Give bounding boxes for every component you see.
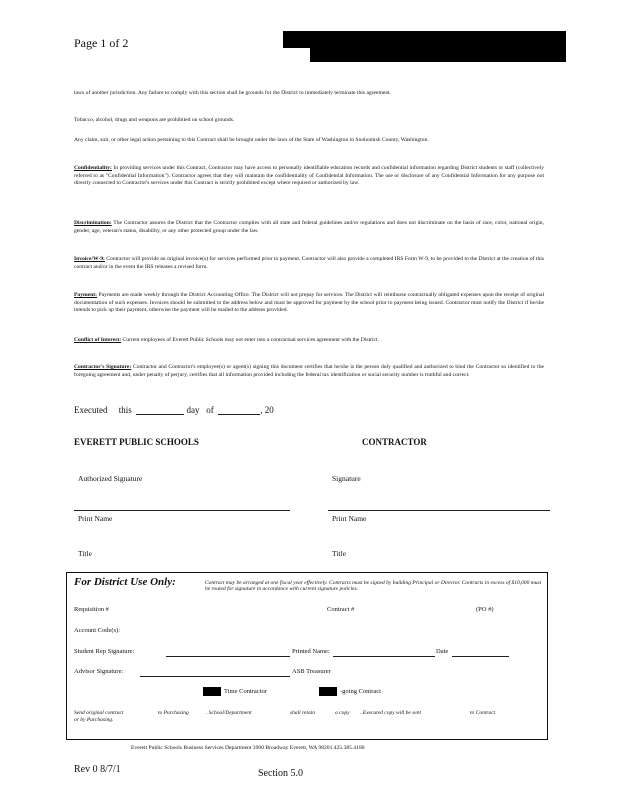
authorized-signature-label: Authorized Signature	[78, 474, 143, 483]
paragraph-conflict	[74, 337, 544, 345]
executed-word: , 20	[260, 405, 274, 415]
executed-word: of	[206, 405, 214, 415]
paragraph-text: Contractor and Contractor's employee(s) or agent(s) signing this document certifies that he/she is the person duly qualified and authorized to bind the Contractor so identified to the foregoing agreement and, under penalty of perjury, certifies that all information provided including the federal tax identification or social security number is truthful and correct.	[74, 364, 545, 378]
signature-line	[74, 510, 290, 511]
routing-note: . Executed copy will be sent	[360, 710, 422, 716]
routing-note: a copy	[335, 710, 350, 716]
routing-note: shall retain	[290, 710, 316, 716]
title-label: Title	[78, 549, 92, 558]
paragraph-text: Current employees of Everett Public Schools may not enter into a contractual services agreement with the District.	[121, 337, 379, 343]
paragraph-compliance: laws of another jurisdiction. Any failure to comply with this section shall be grounds for the District to immediately terminate this agreement.	[74, 90, 392, 96]
section-title: Discrimination:	[74, 220, 112, 226]
date-line[interactable]	[452, 656, 509, 657]
executed-line	[74, 405, 274, 415]
print-name-label: Print Name	[78, 514, 113, 523]
title-label: Title	[332, 549, 346, 558]
paragraph-payment	[74, 292, 544, 315]
section-title: Payment:	[74, 292, 97, 298]
month-blank[interactable]	[218, 406, 260, 415]
party-contractor: CONTRACTOR	[362, 437, 427, 447]
section-label: Section 5.0	[258, 768, 303, 779]
account-codes-label: Account Code(s):	[74, 627, 121, 634]
signature-label: Signature	[332, 474, 361, 483]
revision-label: Rev 0 8/7/1	[74, 764, 121, 775]
routing-note: . School/Department	[206, 710, 252, 716]
paragraph-text: Contractor will provide an original invoice(s) for services performed prior to payment. Contractor will also provide a completed IRS Form W-9, to be provided to the District at the creation of this contract and/or in the event the IRS releases a revised form.	[74, 256, 544, 270]
paragraph-contractor-signature	[74, 364, 544, 379]
printed-name-line[interactable]	[333, 656, 435, 657]
party-district: EVERETT PUBLIC SCHOOLS	[74, 437, 199, 447]
day-blank[interactable]	[136, 406, 184, 415]
paragraph-text: In providing services under this Contract, Contractor may have access to personally identifiable education records and confidential information regarding District students or staff (collectively referred to as "Confidential Information"). Contractor agrees that they will maintain the confidentiality of Confidential Information. The use or disclosure of any Confidential Information for any purpose not directly connected to Contractor's services under this Contract is strictly prohibited except where required or authorized by law.	[74, 165, 544, 187]
po-label: (PO #)	[476, 606, 494, 613]
routing-note: to Contract	[470, 710, 496, 716]
requisition-label: Requisition #	[74, 606, 109, 613]
district-note: Contract may be arranged at one fiscal year effectively. Contracts must be signed by building Principal or Director. Contracts in excess of $10,000 must be routed for signature in accordance with current signature policies.	[205, 580, 542, 592]
section-title: Invoice/W-9:	[74, 256, 105, 262]
district-use-heading: For District Use Only:	[74, 576, 176, 588]
student-rep-label: Student Rep Signature:	[74, 648, 135, 655]
advisor-label: Advisor Signature:	[74, 668, 124, 675]
paragraph-discrimination	[74, 220, 544, 235]
contract-number-label: Contract #	[327, 606, 355, 613]
student-rep-line[interactable]	[166, 656, 290, 657]
paragraph-text: Payments are made weekly through the District Accounting Office. The District will not prepay for services. The District will reimburse contractually obligated expenses upon the receipt of original documentation of such expenses. Invoices should be submitted to the address below and must be approved for payment by the school prior to payment being issued. Contractor must notify the District if he/she intends to pick up their payment, otherwise the payment will be mailed to the address provided.	[74, 292, 544, 314]
advisor-line[interactable]	[140, 676, 290, 677]
paragraph-jurisdiction: Any claim, suit, or other legal action pertaining to this Contract shall be brought under the laws of the State of Washington in Snohomish County, Washington.	[74, 137, 429, 143]
print-name-label: Print Name	[332, 514, 367, 523]
redacted-block	[283, 31, 566, 48]
executed-word: this	[118, 405, 132, 415]
paragraph-text: The Contractor assures the District that the Contractor complies with all state and federal guidelines and/or regulations and does not discriminate on the basis of race, color, national origin, gender, age, veteran's status, disability, or any other protected group under the law.	[74, 220, 544, 234]
paragraph-invoice	[74, 256, 544, 271]
paragraph-prohibited: Tobacco, alcohol, drugs and weapons are prohibited on school grounds.	[74, 117, 235, 123]
redacted-checkbox	[203, 687, 221, 696]
executed-word: Executed	[74, 405, 108, 415]
routing-note: to Purchasing	[158, 710, 189, 716]
signature-line	[328, 510, 550, 511]
redacted-block	[310, 47, 566, 62]
routing-note: or by Purchasing.	[74, 717, 114, 723]
executed-word: day	[186, 405, 200, 415]
routing-note: Send original contract	[74, 710, 124, 716]
page-number: Page 1 of 2	[74, 36, 129, 50]
time-contractor-label: Time Contractor	[224, 688, 267, 695]
date-label: Date	[436, 648, 449, 655]
section-title: Conflict of Interest:	[74, 337, 122, 343]
ongoing-contract-label: -going Contract	[340, 688, 381, 695]
footer-address: Everett Public Schools Business Services Department 3900 Broadway Everett, WA 98201 425.385.4180	[131, 745, 365, 751]
paragraph-confidentiality	[74, 165, 544, 188]
asb-treasurer-label: ASB Treasurer	[292, 668, 331, 675]
section-title: Confidentiality:	[74, 165, 112, 171]
redacted-checkbox	[319, 687, 337, 696]
section-title: Contractor's Signature:	[74, 364, 132, 370]
printed-name-label: Printed Name:	[292, 648, 330, 655]
